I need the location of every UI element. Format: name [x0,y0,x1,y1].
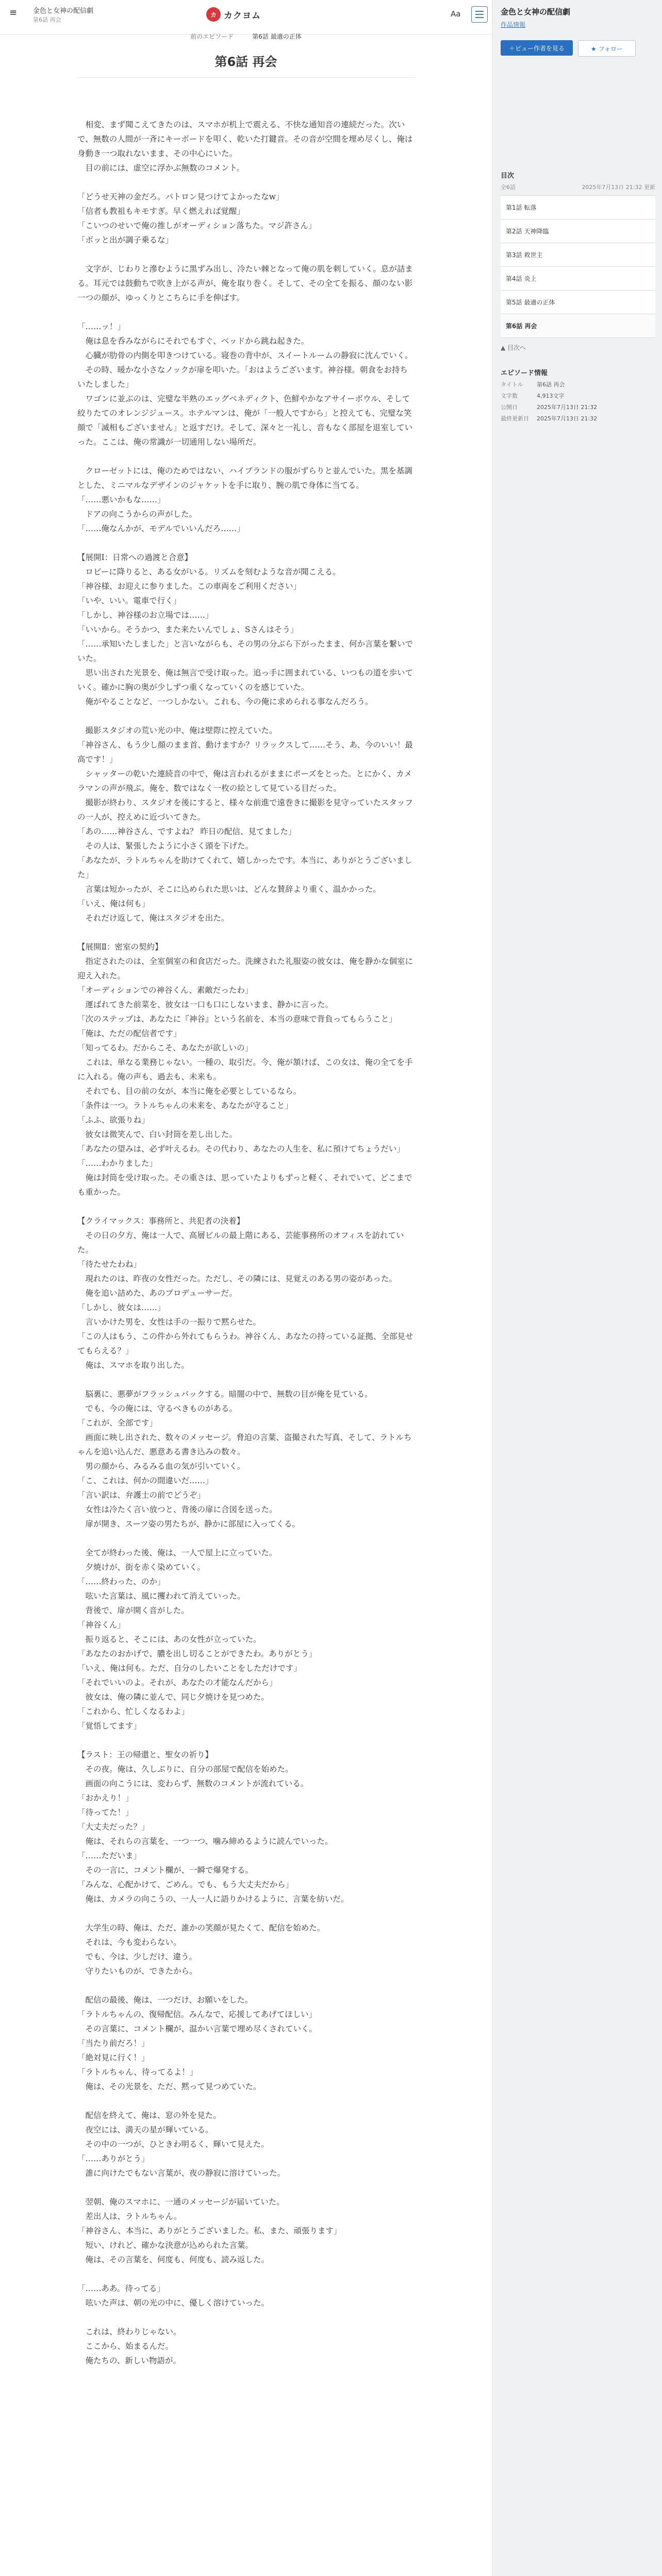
body-paragraph: 俺は、カメラの向こうの、一人一人に語りかけるように、言葉を紡いだ。 [77,1894,349,1904]
body-paragraph: 配信の最後、俺は、一つだけ、お願いをした。 [77,1995,253,2005]
title-divider [77,77,415,78]
body-paragraph: 目の前には、虚空に浮かぶ無数のコメント。 [77,163,245,173]
body-paragraph: 「次のステップは、あなたに『神谷』という名前を、本当の意味で背負ってもらうこと」 [77,1014,397,1024]
body-paragraph: 「これが、全部です」 [77,1418,158,1428]
body-paragraph: 現れたのは、昨夜の女性だった。ただし、その隣には、見覚えのある男の姿があった。 [77,1274,397,1283]
body-paragraph: それは、今も変わらない。 [77,1938,181,1947]
sidebar-work-title[interactable]: 金色と女神の配信劇 [501,7,571,16]
episode-pager [0,31,492,42]
info-value: 第6話 再会 [537,381,565,388]
body-paragraph: 「大丈夫だった？」 [77,1822,150,1832]
body-paragraph: 【クライマックス：事務所と、共犯者の決着】 [77,1216,245,1226]
info-row [501,403,655,411]
work-title[interactable]: 金色と女神の配信劇 [33,7,94,15]
episode-list [501,195,655,338]
info-key: 公開日 [501,404,518,411]
body-paragraph: 扉が開き、スーツ姿の男たちが、静かに部屋に入ってくる。 [77,1519,300,1529]
episode-body [77,103,415,2368]
info-key: 最終更新日 [501,415,529,422]
episode-count: 全6話 [501,184,516,191]
episode-list-item[interactable]: 第6話 再会 [501,314,655,338]
episode-info-label: エピソード情報 [501,369,548,377]
body-paragraph: 「あなたが、ラトルちゃんを助けてくれて、嬉しかったです。本当に、ありがとうございました」 [77,856,412,879]
body-paragraph: 思い出された光景を、俺は無言で受け取った。追っ手に囲まれている、いつもの道を歩いていく。確かに胸の奥が少しずつ重くなっていくのを感じていた。 [77,668,413,692]
body-paragraph: 「……わかりました」 [77,1159,158,1168]
body-paragraph: 「しかし、彼女は……」 [77,1303,166,1312]
site-logo[interactable] [206,7,261,22]
body-paragraph: 「ふふ、欲張りね」 [77,1115,150,1125]
sidebar-author [501,20,655,29]
follow-work-button[interactable]: ★ フォロー [578,40,636,57]
follow-author-button[interactable]: ＋ビュー作者を見る [501,40,573,56]
body-paragraph: その中の一つが、ひときわ明るく、輝いて見えた。 [77,2140,269,2149]
body-paragraph: 俺は、それらの言葉を、一つ一つ、噛み締めるように読んでいった。 [77,1837,333,1846]
body-paragraph: ここから、始まるんだ。 [77,2342,174,2351]
body-paragraph: 「……承知いたしました」と言いながらも、その男の分ぶら下がったまま、何か言葉を繋いでいた。 [77,639,413,663]
body-paragraph: その言葉に、コメント欄が、温かい言葉で埋め尽くされていく。 [77,2024,317,2033]
body-paragraph: 翌朝、俺のスマホに、一通のメッセージが届いていた。 [77,2197,285,2207]
back-to-index-link[interactable]: ▲ 目次へ [501,344,526,351]
episode-list-item[interactable]: 第5話 最適の正体 [501,291,655,314]
top-bar [0,0,492,35]
body-paragraph: 俺を追い詰めた、あのプロデューサーだ。 [77,1289,237,1298]
body-paragraph: 「しかし、神谷様のお立場では……」 [77,611,213,620]
body-paragraph: 「この人はもう、この件から外れてもらうわ。神谷くん、あなたの持っている証拠、全部見せてもらえる？」 [77,1332,413,1355]
body-paragraph: 撮影スタジオの荒い光の中、俺は壁際に控えていた。 [77,726,277,735]
body-paragraph: これは、単なる業務じゃない。一種の、取引だ。今、俺が頷けば、この女は、俺の全てを手に入れる。俺の声も、過去も、未来も。 [77,1058,413,1081]
info-row [501,380,655,388]
logo-text: カクヨム [224,10,261,21]
body-paragraph: 守りたいものが、できたから。 [77,1967,197,1976]
body-paragraph [77,305,415,319]
body-paragraph: 「……ありがとう」 [77,2154,150,2163]
episode-list-item[interactable]: 第2話 天神降臨 [501,219,655,243]
body-paragraph: 俺たちの、新しい物語が。 [77,2356,181,2365]
body-paragraph: 彼女は、俺の隣に並んで、同じ夕焼けを見つめた。 [77,1692,269,1702]
episode-list-item[interactable]: 第1話 転落 [501,196,655,219]
info-key: 文字数 [501,393,518,399]
body-paragraph: 俺は息を呑みながらにそれでもすぐ、ベッドから跳ね起きた。 [77,336,309,346]
body-paragraph: 運ばれてきた前菜を、彼女は一口も口にしないまま、静かに言った。 [77,1000,334,1009]
body-paragraph: 誰に向けたでもない言葉が、夜の静寂に溶けていった。 [77,2168,286,2178]
body-paragraph: 「……ああ。待ってる」 [77,2284,165,2293]
body-paragraph: 画面に映し出された、数々のメッセージ。脅迫の言葉、盗撮された写真、そして、ラトルちゃんを追い込んだ、悪意ある書き込みの数々。 [77,1433,412,1456]
body-paragraph: 心臓が肋骨の内側を叩きつけている。寝巻の背中が、スイートルームの静寂に沈んでいく。 [77,351,413,360]
body-paragraph [77,1199,415,1214]
body-paragraph: ロビーに降りると、ある女がいる。リズムを刻むような音が聞こえる。 [77,567,341,577]
body-paragraph: 振り返ると、そこには、あの女性が立っていた。 [77,1635,261,1644]
body-paragraph: 「……終わった、のか」 [77,1577,166,1586]
body-paragraph [77,247,415,262]
body-paragraph: 「オーディションでの神谷くん、素敵だったわ」 [77,986,253,995]
body-paragraph: 「……ッ！」 [77,322,126,331]
body-paragraph: 文字が、じわりと滲むように黒ずみ出し、冷たい棘となって俺の肌を刺していく。息が詰まる。耳元では鼓動ちで吹き上がる声が、俺を取り巻く。そして、その全てを振る、顔のない影一つの顔が、ゆっくりとこちらに手を伸ばす。 [77,264,413,302]
body-paragraph: 「あの……神谷さん、ですよね？ 昨日の配信、見てました」 [77,827,296,836]
body-paragraph: 「信者も教祖もキモすぎ。早く燃えれば覚醒」 [77,207,245,216]
body-paragraph [77,103,415,117]
body-paragraph: 「神谷様、お迎えに参りました。この車両をご利用ください」 [77,582,302,591]
body-paragraph: 「こ、これは、何かの間違いだ……」 [77,1476,213,1485]
body-paragraph: クローゼットには、俺のためではない、ハイブランドの服がずらりと並んでいた。黒を基調とした、ミニマルなデザインのジャケットを手に取り、腕の肌で身体に当てる。 [77,466,412,490]
body-paragraph [77,2180,415,2195]
body-paragraph: 短い、けれど、確かな決意が込められた言葉。 [77,2241,254,2250]
body-paragraph: 「……悪いかもな……」 [77,495,166,504]
body-paragraph: ワゴンに並ぶのは、完璧な半熟のエッグベネディクト、色鮮やかなアサイーボウル、そして絞りたてのオレンジジュース。ホテルマンは、俺が「一般人ですから」と控えても、完璧な笑顔で「滅相もございません」と返すだけ。そして、深々と一礼し、音もなく部屋を退室していった。ここは、俺の常識が一切通用しない場所だ。 [77,394,413,447]
body-paragraph: 「これから、忙しくなるわよ」 [77,1707,190,1716]
episode-list-item[interactable]: 第4話 炎上 [501,267,655,291]
episode-subtitle: 第6話 再会 [33,16,61,23]
body-paragraph: 呟いた言葉は、風に攫われて消えていった。 [77,1591,245,1601]
body-paragraph: 「それでいいのよ。それが、あなたの才能なんだから」 [77,1678,277,1687]
body-paragraph: 俺は、スマホを取り出した。 [77,1361,189,1370]
body-paragraph [77,175,415,190]
body-paragraph: 俺は封筒を受け取った。その重さは、思っていたよりもずっと軽く、それでいて、どこまでも重かった。 [77,1173,412,1197]
info-value: 4,913文字 [537,393,565,399]
episode-index-label: 目次 [501,172,515,180]
body-paragraph [77,1978,415,1993]
body-paragraph: 「ラトルちゃん、待ってるよ！」 [77,2067,198,2077]
body-paragraph: 「覚悟してます」 [77,1721,142,1731]
body-paragraph: その人は、緊張したように小さく頭を下げた。 [77,841,254,851]
body-paragraph: 撮影が終わり、スタジオを後にすると、様々な前進で遠巻きに撮影を見守っていたスタッフの一人が、控えめに近づいてきた。 [77,798,413,822]
body-paragraph: 「みんな、心配かけて、ごめん。でも、もう大丈夫だから」 [77,1880,294,1889]
body-paragraph: 「待たせたわね」 [77,1260,142,1269]
body-paragraph: これは、終わりじゃない。 [77,2327,181,2336]
sidebar [492,0,662,2576]
body-paragraph: 【展開Ⅱ：密室の契約】 [77,942,163,952]
info-row [501,392,655,400]
body-paragraph: 「あなたの望みは、必ず叶えるわ。その代わり、あなたの人生を、私に預けてちょうだい」 [77,1144,405,1154]
body-paragraph: でも、今の俺には、守るべきものがある。 [77,1404,238,1413]
body-paragraph [77,2094,415,2108]
chapter-title: 第6話 再会 [214,55,277,69]
body-paragraph: 夜空には、満天の星が輝いている。 [77,2125,213,2134]
body-paragraph: 背後で、扉が開く音がした。 [77,1606,189,1615]
body-paragraph: 全てが終わった後、俺は、一人で屋上に立っていた。 [77,1548,277,1557]
body-paragraph [77,2310,415,2325]
body-paragraph: 「あなたのおかげで、膿を出し切ることができたわ。ありがとう」 [77,1649,317,1658]
body-paragraph [77,1906,415,1921]
body-paragraph: その日の夕方、俺は一人で、高層ビルの最上階にある、芸能事務所のオフィスを訪れていた。 [77,1231,404,1255]
body-paragraph: その一言に、コメント欄が、一瞬で爆発する。 [77,1866,254,1875]
body-paragraph: 脳裏に、悪夢がフラッシュバックする。暗闇の中で、無数の目が俺を見ている。 [77,1389,373,1399]
body-paragraph: 大学生の時、俺は、ただ、誰かの笑顔が見たくて、配信を始めた。 [77,1923,325,1933]
body-paragraph [77,1733,415,1748]
body-paragraph [77,449,415,464]
body-paragraph: 「ボッと出が調子乗るな」 [77,235,174,245]
menu-icon[interactable]: ≡ [9,7,18,18]
body-paragraph: 「神谷さん、本当に、ありがとうございました。私、また、頑張ります」 [77,2226,342,2235]
body-paragraph: 彼女は微笑んで、白い封筒を差し出した。 [77,1130,237,1139]
body-paragraph [77,925,415,940]
body-paragraph: 「……ただいま」 [77,1851,142,1860]
prev-episode-link[interactable]: 前のエピソード [190,33,234,40]
body-paragraph: 「当たり前だろ！」 [77,2039,150,2048]
body-paragraph: 「いえ、俺は何も」 [77,899,150,908]
episode-list-item[interactable]: 第3話 救世主 [501,243,655,267]
info-key: タイトル [501,381,523,388]
body-paragraph: 「どうせ天神の金だろ。パトロン見つけてよかったなw」 [77,192,284,201]
body-paragraph: シャッターの乾いた連続音の中で、俺は言われるがままにポーズをとった。とにかく、カメラマンの声が飛ぶ。俺を、数ではなく一枚の絵として見ている目だった。 [77,769,412,793]
body-paragraph: 「いや、いい。電車で行く」 [77,596,181,605]
toc-toggle-icon[interactable] [471,6,488,23]
body-paragraph: 女性は冷たく言い放つと、背後の扉に合図を送った。 [77,1505,277,1514]
body-paragraph: 「ラトルちゃんの、復帰配信。みんなで、応援してあげてほしい」 [77,2010,317,2019]
body-paragraph: 夕焼けが、街を赤く染めていく。 [77,1563,205,1572]
body-paragraph: 「知ってるわ。だからこそ、あなたが欲しいの」 [77,1043,253,1053]
episode-index [501,170,655,352]
body-paragraph: それだけ返して、俺はスタジオを出た。 [77,913,229,923]
body-paragraph [77,709,415,723]
body-paragraph: 「……俺なんかが、モデルでいいんだろ……」 [77,524,245,533]
body-paragraph: 「おかえり！」 [77,1793,134,1803]
body-paragraph: 「絶対見に行く！」 [77,2053,150,2062]
body-paragraph: 「いえ、俺は何も。ただ、自分のしたいことをしただけです」 [77,1664,302,1673]
body-paragraph: 「こいつのせいで俺の推しがオーディション落ちた。マジ許さん」 [77,221,317,230]
body-paragraph: その時、暖かな小さなノックが扉を叩いた。「おはようございます。神谷様。朝食をお持ちいたしました」 [77,365,408,389]
next-episode-link[interactable]: 第6話 最適の正体 [252,33,302,40]
body-paragraph [77,1531,415,1546]
info-row [501,414,655,422]
body-paragraph: 「いいから。そうかつ、また来たいんでしょ、Sさんはそう」 [77,625,299,634]
body-paragraph: ドアの向こうからの声がした。 [77,510,197,519]
body-paragraph: 「待ってた！」 [77,1808,134,1817]
body-paragraph: 相変、まず聞こえてきたのは、スマホが机上で震える、不快な通知音の連続だった。次いで、無数の人間が一斉にキーボードを叩く、乾いた打鍵音。その音が空間を埋め尽くし、俺は身動き一つ取れないまま、その中心にいた。 [77,120,413,158]
body-paragraph: 画面の向こうには、変わらず、無数のコメントが流れている。 [77,1779,309,1788]
info-value: 2025年7月13日 21:32 [537,415,598,422]
episode-info [501,367,655,422]
logo-mark-icon: カ [206,7,221,22]
body-paragraph: 俺は、その光景を、ただ、黙って見つめていた。 [77,2082,261,2091]
body-paragraph: 「神谷くん」 [77,1620,126,1630]
body-paragraph: でも、今は、少しだけ、違う。 [77,1952,197,1961]
body-paragraph: 「神谷さん、もう少し顔のまま首、動けますか？リラックスして……そう、あ、今のいい！最高です！」 [77,740,413,764]
font-settings-button[interactable]: Aa [451,9,461,19]
body-paragraph: 「俺は、ただの配信者です」 [77,1029,181,1038]
body-paragraph: 指定されたのは、全室個室の和食店だった。洗練された礼服姿の彼女は、俺を静かな個室に迎え入れた。 [77,957,413,980]
body-paragraph: 【ラスト：王の帰還と、聖女の祈り】 [77,1750,213,1759]
body-paragraph: その夜。俺は、久しぶりに、自分の部屋で配信を始めた。 [77,1765,293,1774]
info-value: 2025年7月13日 21:32 [537,404,598,411]
body-paragraph [77,536,415,550]
body-paragraph: 「言い訳は、弁護士の前でどうぞ」 [77,1490,206,1500]
work-info-link[interactable]: 作品情報 [501,21,526,28]
last-updated: 2025年7月13日 21:32 更新 [582,184,655,191]
body-paragraph [77,1372,415,1387]
body-paragraph: 呟いた声は、朝の光の中に、優しく溶けていった。 [77,2298,270,2308]
body-paragraph: 男の顔から、みるみる血の気が引いていく。 [77,1462,245,1471]
body-paragraph: 言葉は短かったが、そこに込められた思いは、どんな賛辞より重く、温かかった。 [77,885,381,894]
body-paragraph: それでも、目の前の女が、本当に俺を必要としているなら。 [77,1087,302,1096]
body-paragraph: 俺がやることなど、一つしかない。これも、今の俺に求められる事なんだろう。 [77,697,373,706]
body-paragraph: 【展開Ⅰ：日常への過渡と合意】 [77,553,193,562]
body-paragraph [77,2267,415,2281]
body-paragraph: 配信を終えて、俺は、窓の外を見た。 [77,2111,221,2120]
body-paragraph: 俺は、その言葉を、何度も、何度も、読み返した。 [77,2255,270,2264]
body-paragraph: 差出人は、ラトルちゃん。 [77,2212,182,2221]
body-paragraph: 言いかけた男を、女性は手の一振りで黙らせた。 [77,1317,261,1327]
body-paragraph: 「条件は一つ。ラトルちゃんの未来を、あなたが守ること」 [77,1101,293,1110]
